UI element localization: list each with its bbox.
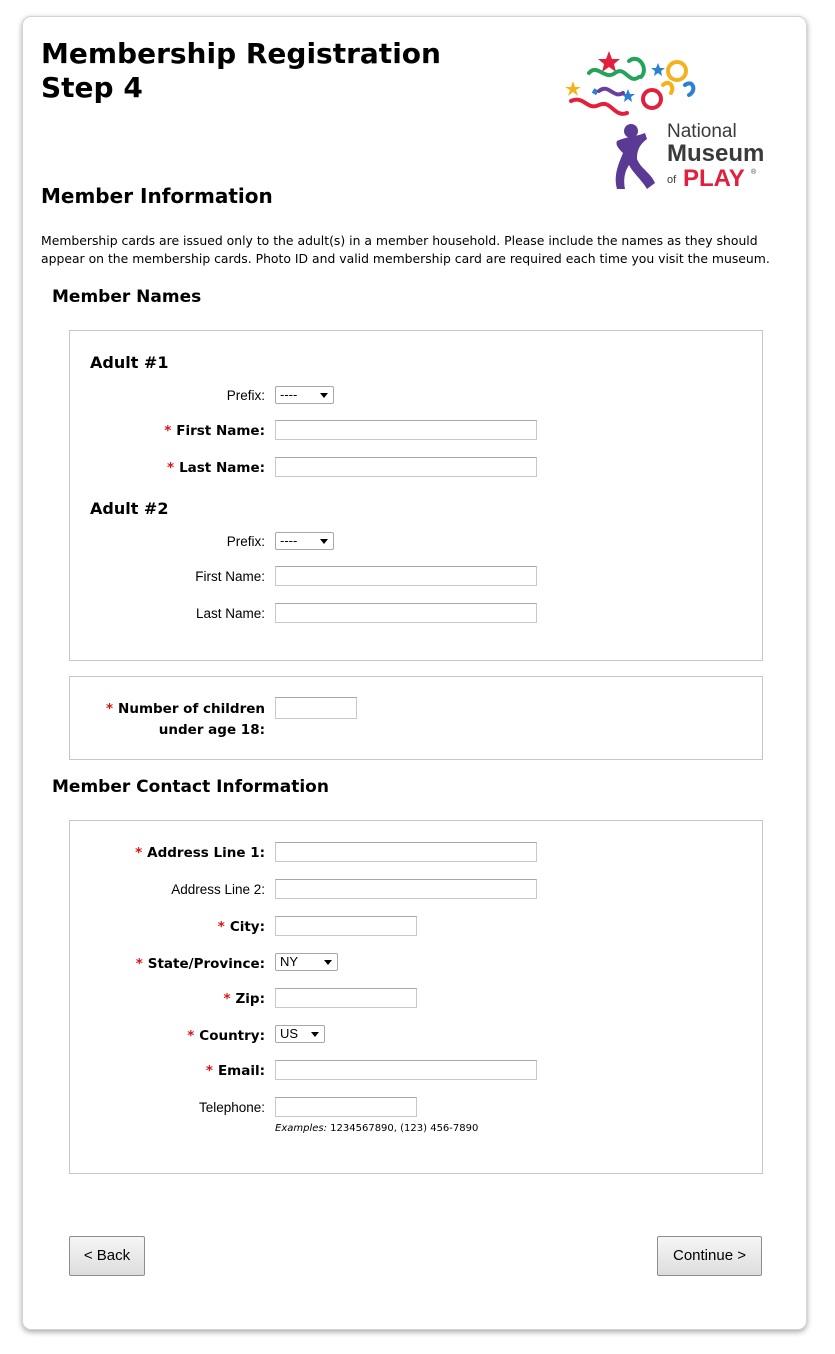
adult1-first-name-label: * First Name:	[164, 423, 265, 439]
address2-input[interactable]	[275, 879, 537, 899]
member-info-intro: Membership cards are issued only to the adult(s) in a member household. Please include the names as they should appear on the membership cards. Photo ID and valid membership card are required each time you visit the museum.	[41, 233, 770, 266]
registration-card	[22, 16, 807, 1330]
address2-label: Address Line 2:	[171, 882, 265, 897]
logo-text-museum: Museum	[667, 140, 765, 167]
address1-label: * Address Line 1:	[135, 845, 265, 861]
member-names-box	[69, 330, 763, 661]
adult2-prefix-select[interactable]: ----	[275, 532, 334, 550]
page-title: Membership Registration Step 4	[41, 37, 441, 104]
contact-box	[69, 820, 763, 1174]
adult1-heading: Adult #1	[90, 353, 169, 372]
adult2-prefix-label: Prefix:	[226, 534, 265, 549]
phone-hint: Examples: 1234567890, (123) 456-7890	[275, 1123, 479, 1134]
address1-input[interactable]	[275, 842, 537, 862]
chevron-down-icon	[311, 1032, 319, 1037]
country-label: * Country:	[187, 1028, 265, 1044]
adult2-last-name-label: Last Name:	[195, 606, 265, 621]
confetti-logo-icon	[559, 33, 789, 203]
adult2-first-name-label: First Name:	[195, 569, 265, 584]
logo-text-play: PLAY	[683, 165, 745, 192]
state-select[interactable]: NY	[275, 953, 338, 971]
adult1-prefix-label: Prefix:	[226, 388, 265, 403]
chevron-down-icon	[324, 960, 332, 965]
email-label: * Email:	[205, 1063, 265, 1079]
logo-text-of: of	[667, 174, 677, 186]
state-label: * State/Province:	[135, 956, 265, 972]
adult2-heading: Adult #2	[90, 499, 169, 518]
adult2-first-name-input[interactable]	[275, 566, 537, 586]
back-button[interactable]: < Back	[69, 1236, 145, 1276]
adult1-first-name-input[interactable]	[275, 420, 537, 440]
children-count-input[interactable]	[275, 697, 357, 719]
children-box	[69, 676, 763, 760]
zip-input[interactable]	[275, 988, 417, 1008]
continue-button[interactable]: Continue >	[657, 1236, 762, 1276]
phone-input[interactable]	[275, 1097, 417, 1117]
city-input[interactable]	[275, 916, 417, 936]
logo-text-national: National	[667, 121, 737, 142]
country-select[interactable]: US	[275, 1025, 325, 1043]
adult1-last-name-label: * Last Name:	[167, 460, 265, 476]
logo-registered-mark: ®	[751, 169, 757, 176]
chevron-down-icon	[320, 539, 328, 544]
contact-heading: Member Contact Information	[52, 777, 329, 797]
museum-logo	[559, 33, 789, 203]
adult1-last-name-input[interactable]	[275, 457, 537, 477]
city-label: * City:	[217, 919, 265, 935]
children-label: * Number of children under age 18:	[105, 701, 265, 738]
adult2-last-name-input[interactable]	[275, 603, 537, 623]
phone-label: Telephone:	[198, 1100, 265, 1115]
zip-label: * Zip:	[223, 991, 265, 1007]
chevron-down-icon	[320, 393, 328, 398]
email-input[interactable]	[275, 1060, 537, 1080]
adult1-prefix-select[interactable]: ----	[275, 386, 334, 404]
member-info-heading: Member Information	[41, 184, 273, 208]
member-names-heading: Member Names	[52, 287, 202, 307]
